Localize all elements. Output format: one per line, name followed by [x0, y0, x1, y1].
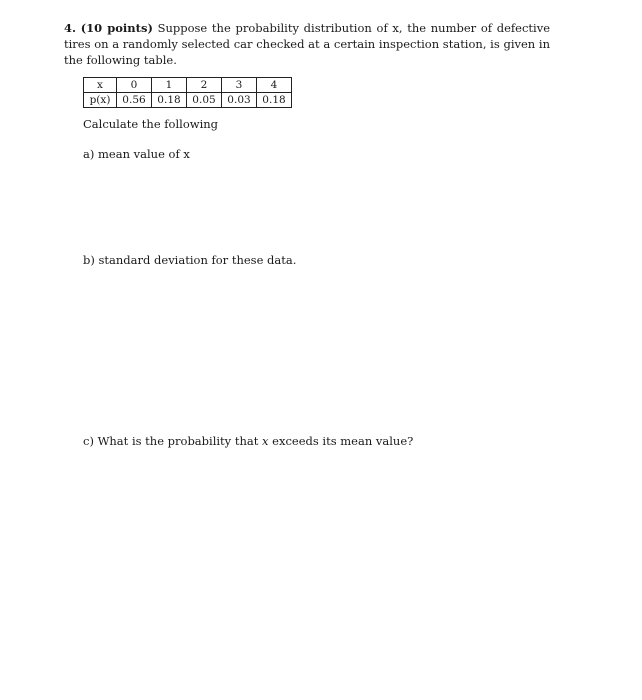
table-cell: 0.05: [187, 93, 222, 108]
table-header-p: p(x): [84, 93, 117, 108]
table-cell: 3: [222, 78, 257, 93]
part-b: b) standard deviation for these data.: [83, 253, 297, 267]
table-cell: 1: [152, 78, 187, 93]
part-a: a) mean value of x: [83, 147, 190, 161]
table-cell: 0.18: [152, 93, 187, 108]
table-cell: 2: [187, 78, 222, 93]
problem-statement: [64, 20, 550, 68]
table-row-p: [84, 93, 292, 108]
problem-number: 4.: [64, 21, 77, 35]
part-c: [83, 434, 413, 448]
part-c-suffix: exceeds its mean value?: [268, 434, 414, 448]
table-row-x: [84, 78, 292, 93]
table-cell: 0.18: [257, 93, 292, 108]
problem-text: Suppose the probability distribution of x, the number of defective tires on a randomly selected car checked at a certain inspection station, is given in the following table.: [64, 21, 551, 67]
part-c-variable: x: [262, 434, 269, 448]
calculate-label: Calculate the following: [83, 117, 219, 131]
table-cell: 0.56: [117, 93, 152, 108]
problem-points: (10 points): [80, 21, 153, 35]
table-cell: 4: [257, 78, 292, 93]
table-header-x: x: [84, 78, 117, 93]
probability-distribution-table: [83, 77, 292, 108]
table-cell: 0.03: [222, 93, 257, 108]
table-cell: 0: [117, 78, 152, 93]
part-c-prefix: c) What is the probability that: [83, 434, 262, 448]
